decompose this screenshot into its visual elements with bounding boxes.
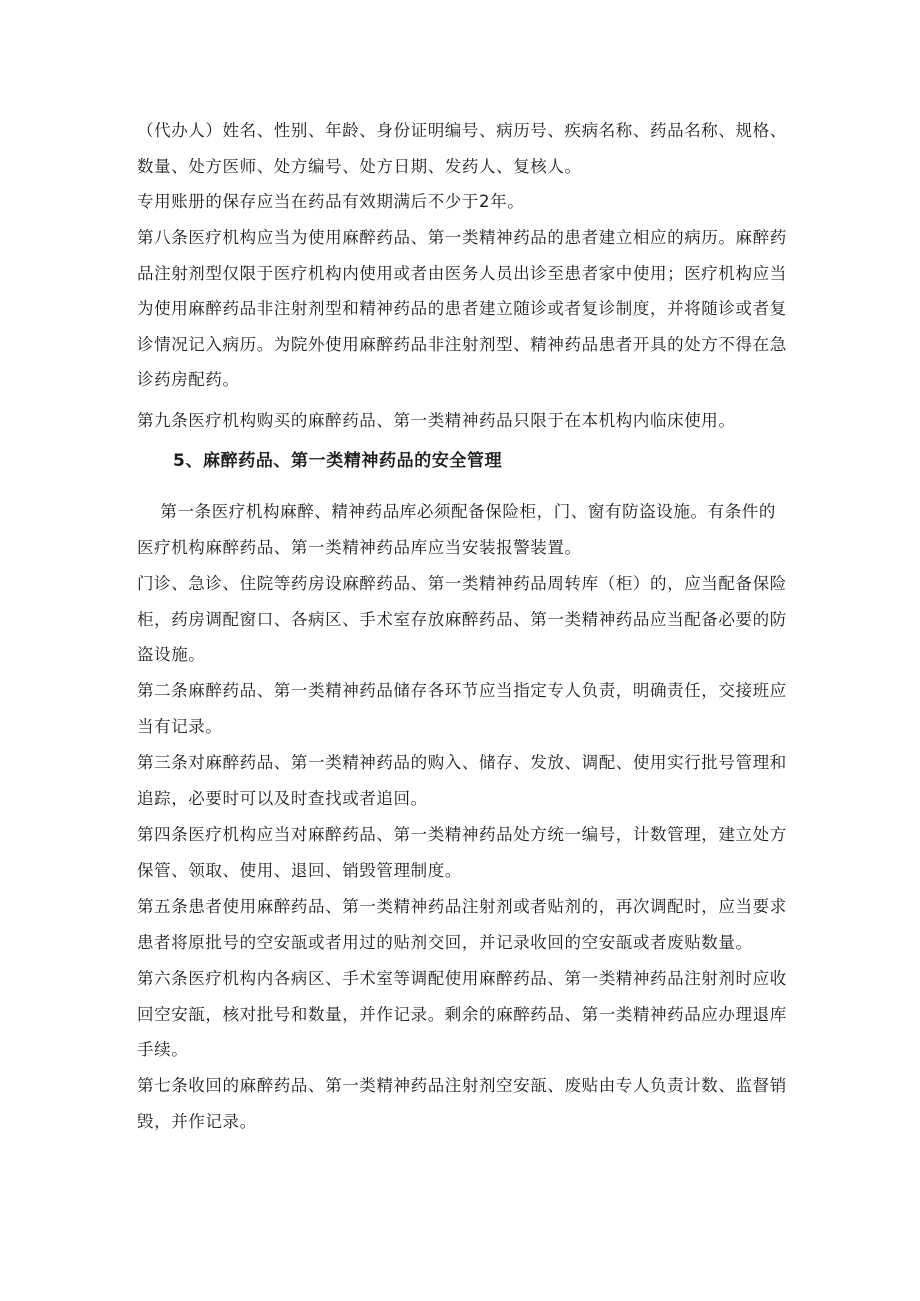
paragraph-article-9: 第九条医疗机构购买的麻醉药品、第一类精神药品只限于在本机构内临床使用。 <box>137 411 736 430</box>
paragraph-safety-article-3: 第三条对麻醉药品、第一类精神药品的购入、储存、发放、调配、使用实行批号管理和追踪，必要时可以及时查找或者追回。 <box>137 753 787 808</box>
paragraph-safety-article-2: 第二条麻醉药品、第一类精神药品储存各环节应当指定专人负责，明确责任，交接班应当有记录。 <box>137 681 787 736</box>
section-number: 5 <box>173 451 186 471</box>
paragraph-ledger-retention: 专用账册的保存应当在药品有效期满后不少于2年。 <box>137 192 525 211</box>
paragraph-safety-article-6: 第六条医疗机构内各病区、手术室等调配使用麻醉药品、第一类精神药品注射剂时应收回空安瓿，核对批号和数量，并作记录。剩余的麻醉药品、第一类精神药品应办理退库手续。 <box>137 969 787 1059</box>
section-heading <box>173 444 502 479</box>
paragraph-safety-article-7: 第七条收回的麻醉药品、第一类精神药品注射剂空安瓿、废贴由专人负责计数、监督销毁，并作记录。 <box>137 1076 787 1131</box>
paragraph-pharmacy-storage: 门诊、急诊、住院等药房设麻醉药品、第一类精神药品周转库（柜）的，应当配备保险柜，药房调配窗口、各病区、手术室存放麻醉药品、第一类精神药品应当配备必要的防盗设施。 <box>137 574 787 664</box>
paragraph-safety-article-4: 第四条医疗机构应当对麻醉药品、第一类精神药品处方统一编号，计数管理，建立处方保管、领取、使用、退回、销毁管理制度。 <box>137 825 787 880</box>
paragraph-prescription-fields: （代办人）姓名、性别、年龄、身份证明编号、病历号、疾病名称、药品名称、规格、数量、处方医师、处方编号、处方日期、发药人、复核人。 <box>137 121 787 176</box>
paragraph-safety-article-1: 第一条医疗机构麻醉、精神药品库必须配备保险柜，门、窗有防盗设施。有条件的医疗机构麻醉药品、第一类精神药品库应当安装报警装置。 <box>137 502 776 557</box>
section-title: 、麻醉药品、第一类精神药品的安全管理 <box>185 451 503 471</box>
paragraph-safety-article-5: 第五条患者使用麻醉药品、第一类精神药品注射剂或者贴剂的，再次调配时，应当要求患者将原批号的空安瓿或者用过的贴剂交回，并记录收回的空安瓿或者废贴数量。 <box>137 897 787 952</box>
paragraph-article-8: 第八条医疗机构应当为使用麻醉药品、第一类精神药品的患者建立相应的病历。麻醉药品注射剂型仅限于医疗机构内使用或者由医务人员出诊至患者家中使用；医疗机构应当为使用麻醉药品非注射剂型和精神药品的患者建立随诊或者复诊制度，并将随诊或者复诊情况记入病历。为院外使用麻醉药品非注射剂型、精神药品患者开具的处方不得在急诊药房配药。 <box>137 228 787 389</box>
